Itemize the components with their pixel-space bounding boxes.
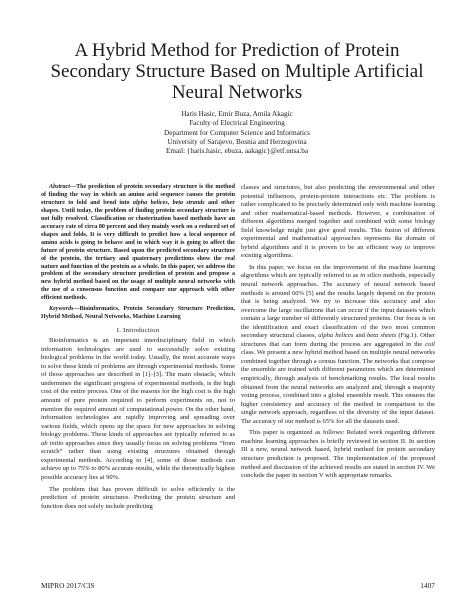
keywords-label: Keywords: [49, 306, 74, 313]
body-paragraph: classes and structures, but also predicting the environmental and other potential influences, protein-protein interactions etc. The problem is rather complicated to be precisely determined only with machine learning and other mathematical-based methods. However, a combination of different algorithms merged together and combined with some biology field knowledge might just give good results. This fusion of different experimental and mathematical approaches represents the domain of hybrid algorithms and it is proven to be an efficient way to improve existing algorithms.: [241, 184, 435, 260]
author-email: Email: {haris.hasic, ebuza, aakagic}@etf.unsa.ba: [165, 147, 309, 156]
author-names: Haris Hasic, Emir Buza, Amila Akagic: [181, 110, 293, 118]
title-line: A Hybrid Method for Prediction of Protein: [74, 40, 400, 61]
keywords: Keywords—Bioinformatics, Protein Secondary Structure Prediction, Hybrid Method, Neural Networks, Machine Learning: [41, 306, 235, 321]
footer-conference: MIPRO 2017/CIS: [41, 581, 95, 590]
affiliation-line: Faculty of Electrical Engineering: [189, 119, 285, 128]
intro-paragraph: The problem that has proven difficult to solve efficiently is the prediction of protein structures. Predicting the protein structure and function does not solely include predicting: [41, 485, 235, 510]
section-heading-introduction: I. Introduction: [116, 327, 160, 335]
author-block: [0, 110, 474, 156]
right-column: [241, 184, 435, 481]
affiliation-line: University of Sarajevo, Bosnia and Herzegovina: [167, 137, 307, 146]
page-number: 1407: [420, 581, 435, 590]
title-line: Secondary Structure Based on Multiple Artificial: [50, 61, 424, 82]
affiliation-line: Department for Computer Science and Informatics: [164, 128, 310, 137]
paper-title: [0, 40, 474, 103]
left-column: [41, 184, 235, 511]
intro-paragraph: Bioinformatics is an important interdisciplinary field in which information technologies are used to successfully solve existing biological problems in the world today. Usually, the most accurate ways to solve these kinds of problems are through experimental methods. Some of those approaches are described in [1]–[3]. The main obstacle, which undermines the significant progress of experimental methods, is the high cost of the entire process. One of the reasons for the high cost is the high amount of pure protein required to perform experiments on, not to mention the required amount of computational power. On the other hand, information technologies are rapidly improving and spreading over various fields, which opens up the space for new approaches in solving biology problems. These kinds of approaches are typically referred to as ab initio approaches since they usually focus on solving problems “from scratch” rather than using existing structures obtained through experimental methods. According to [4], some of those methods can achieve up to 75% to 80% accurate results, while the theoretically highest possible accuracy lies at 90%.: [41, 337, 236, 481]
body-paragraph: In this paper, we focus on the improvement of the machine learning algorithms which are typically referred to as in silico methods, especially neural network approaches. The accuracy of neural network based methods is around 60% [5] and the results largely depend on the protein that is being analyzed. We try to increase this accuracy and also overcome the large oscillations that can occur if the input datasets which contain a large number of differently structured proteins. Our focus is on the identification and exact classification of the two most common secondary structural classes, alpha helices and beta sheets (Fig.1). Other structures that can form during the process are aggregated in the coil class. We present a new hybrid method based on multiple neural networks combined together through a census function. The networks that compose the ensemble are trained with different parameters which are determined empirically, through analysis of benchmarking results. The local results obtained from the neural networks are analyzed and, through a majority voting process, combined into a global ensemble result. This ensures the higher consistency and accuracy of the method in comparison to the single network approach, regardless of the diversity of the input dataset. The accuracy of our method is 65% for all the datasets used.: [241, 263, 435, 425]
title-line: Neural Networks: [171, 82, 303, 103]
abstract-label: Abstract: [49, 184, 70, 190]
abstract: Abstract—The prediction of protein secondary structure is the method of finding the way in which an amino acid sequence causes the protein structure to fold and bend into alpha helices, beta strands and other shapes. Until today, the problem of finding protein secondary structure is not fully resolved. Classification or clusterization based methods have an accuracy rate of circa 80 percent and they mainly work on a reduced set of shapes and folds. It is very difficult to predict how a local sequence of amino acids is going to behave and in which way it is going to affect the future of protein structure. Based upon the predicted secondary structure of the protein, the tertiary and quaternary predictions show the real nature and function of the protein as a whole. In this paper, we address the problem of the secondary structure prediction of protein and propose a new hybrid method based on the usage of multiple neural networks with the use of a consensus function and compare our approach with other efficient methods.: [41, 184, 236, 302]
body-paragraph: This paper is organized as follows: Related work regarding different machine learning approaches is briefly reviewed in section II. In section III a new, neural network based, hybrid method for protein secondary structure prediction is proposed. The implementation of the proposed method and discussion of the achieved results are stated in section IV. We conclude the paper in section V with appropriate remarks.: [241, 429, 435, 480]
